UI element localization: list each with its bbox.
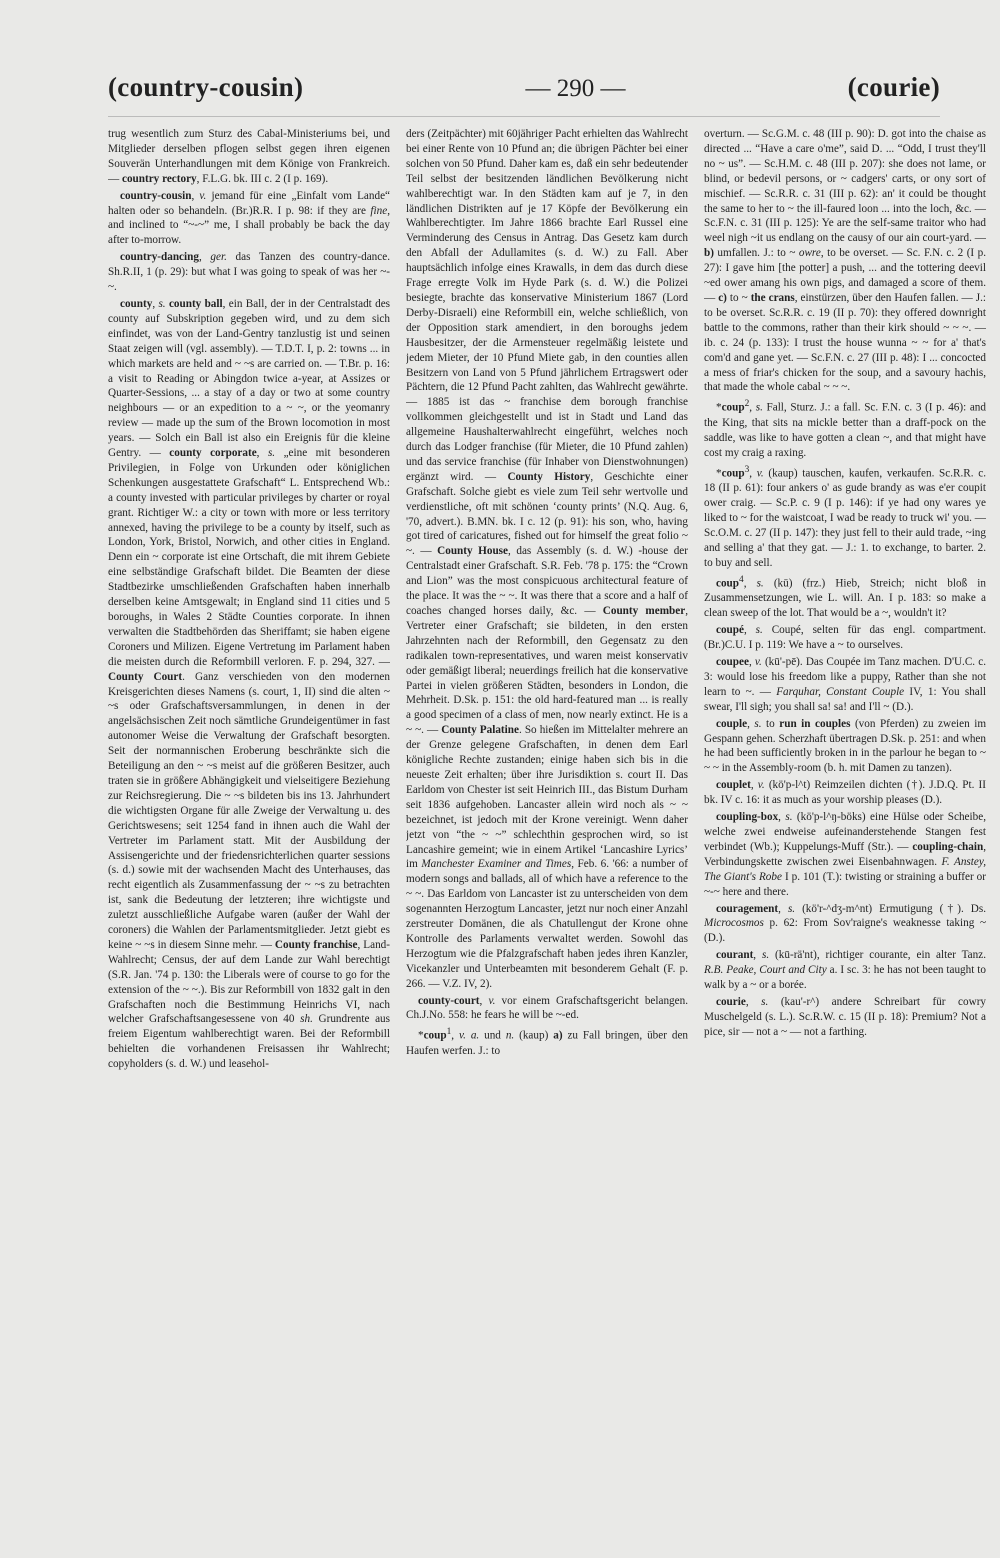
dictionary-entry: coupé, s. Coupé, selten für das engl. compartment. (Br.)C.U. I p. 119: We have a ~ to ourselves. — [704, 624, 986, 652]
dictionary-entry: coupling-box, s. (kö'p-l^ŋ-böks) eine Hülse oder Scheibe, welche zwei endweise aufeinanderstehende Stangen fest verbindet (Wb.); Kuppelungs-Muff (Str.). — coupling-chain, Verbindungskette zwischen zwei Eisenbahnwagen. F. Anstey, The Giant's Robe I p. 101 (T.): twisting or straining a buffer or ~-~ here and there. — [704, 811, 986, 898]
header-left-guide-word: (country-cousin) — [108, 72, 304, 102]
dictionary-entry: coupee, v. (kū'-pē). Das Coupée im Tanz machen. D'U.C. c. 3: would lose his freedom like a puppy, Rather than she not learn to ~. — Farquhar, Constant Couple IV, 1: You shall swear, I'll sigh; you shall sa! sa! and I'll ~ (D.). — [704, 656, 986, 713]
dictionary-entry: county-court, v. vor einem Grafschaftsgericht belangen. Ch.J.No. 558: he fears he will be ~-ed. — [406, 994, 688, 1022]
dictionary-entry: *coup$^3$, v. (kaup) tauschen, kaufen, verkaufen. Sc.R.R. c. 18 (II p. 61): four ankers o' as gude brandy as was e'er coupit ower craig. — Sc.P. c. 9 (I p. 146): if ye had ony wares ye liked to ~ for the waistcoat, I wad be ready to truck wi' you. — Sc.O.M. c. 27 (II p. 147): they just fell to their auld trade, ~ing and selling a' that they gat. — J.: 1. to exchange, to barter. 2. to buy and sell. — [704, 464, 986, 569]
dictionary-entry: coup$^4$, s. (kū) (frz.) Hieb, Streich; nicht bloß in Zusammensetzungen, wie L. will. An. I p. 183: so make a clean sweep of the lot. That would be a ~, wouldn't it? — [704, 574, 986, 620]
page-header — [108, 72, 940, 117]
dictionary-entry: overturn. — Sc.G.M. c. 48 (III p. 90): D. got into the chaise as directed ... “Have a care o'me”, said D. ... “Odd, I trust they'll no ~ us”. — Sc.H.M. c. 48 (III p. 207): she does not lame, or blind, or bedevil persons, or ~ cadgers' carts, or ony sort of mischief. — Sc.R.R. c. 31 (III p. 62): an' it could be thought the same to her to ~ the ill-faured loon ... into the loch, &c. — Sc.F.N. c. 31 (III p. 125): Ye are the self-same traitor who had weel nigh ~it us endlang on the causy of our ain court-yard. — b) umfallen. J.: to ~ owre, to be overset. — Sc. F.N. c. 2 (I p. 27): I gave him [the potter] a push, ... and the tottering deevil ~ed ower amang his own pigs, and damaged a score of them. — c) to ~ the crans, einstürzen, über den Haufen fallen. — J.: to be overset. Sc.R.R. c. 19 (II p. 70): they offered downright battle to the commons, rather than their kirk should ~ ~ ~. — ib. c. 24 (p. 133): I trust the house wunna ~ ~ for a' that's com'd and gane yet. — Sc.F.N. c. 27 (III p. 48): I ... concocted a mess of friar's chicken for the soup, and a savoury hachis, that made the whole cabal ~ ~ ~. — [704, 128, 986, 394]
column-3 — [704, 127, 986, 1547]
dictionary-entry: ders (Zeitpächter) mit 60jähriger Pacht erhielten das Wahlrecht bei einer Rente von 10 Pfund an; die übrigen Pächter bei einer solchen von 50 Pfund. Daher kam es, daß ein sehr bedeutender Teil selbst der besitzenden ländlichen Bevölkerung nicht wahlberechtigt war. In den Städten kam auf je 7, in den ländlichen Distrikten auf je 17 Köpfe der Bevölkerung ein Wahlberechtigter. Im Jahre 1866 brachte Earl Russel eine Verminderung des Census in Antrag. Das Gesetz kam durch den Abfall der Adullamites (s. d. W.) zu Fall. Aber hauptsächlich infolge eines Krawalls, in dem das durch diese Frage erregte Volk im Hyde Park (s. d. W.) die Polizei besiegte, brachte das konservative Ministerium 1867 (Lord Derby-Disraeli) eine Reformbill ein, welche schließlich, von der Opposition stark amendiert, in den boroughs jedem Hausbesitzer, der die Armensteuer regelmäßig leistete und jedem Mieter, der 10 Pfund Miete gab, in den counties allen Besitzern von Land von 5 Pfund jährlichem Ertragswert oder Pächtern, die 12 Pfund Pacht zahlten, das Wahlrecht gewährte. — 1885 ist das ~ franchise dem borough franchise vollkommen gleichgestellt und ist in Stadt und Land das allgemeine Haushalterwahlrecht eingeführt, welches noch durch das Lodger franchise (für Mieter, die 10 Pfund zahlen) und das service franchise (für Inhaber von Dienstwohnungen) ergänzt wird. — County History, Geschichte einer Grafschaft. Solche giebt es viele zum Teil sehr wertvolle und verdienstliche, oft mit schönen ‘county prints’ (N.Q. Aug. 6, '70, advert.). B.MN. bk. I c. 12 (p. 91): his son, who, having got tired of caricatures, fished out for himself the great folio ~ ~. — County House, das Assembly (s. d. W.) -house der Centralstadt einer Grafschaft. S.R. Feb. '78 p. 175: the “Crown and Lion” was the most conspicuous architectural feature of the place. It was the ~ ~. It was there that a score and a half of coaches changed horses daily, &c. — County member, Vertreter einer Grafschaft; sie bildeten, in den ersten Jahrzehnten nach der Reformbill, den Gegensatz zu den radikalen town-representatives, und waren meist konservativ oder gemäßigt liberal; neuerdings freilich hat die konservative Partei in vielen größeren Städten, besonders in London, die Mehrheit. D.Sk. p. 151: the old hard-featured man ... is really a good specimen of a class of men, now nearly extinct. He is a ~ ~. — County Palatine. So hießen im Mittelalter mehrere an der Grenze gelegene Grafschaften, in denen dem Earl königliche Rechte zustanden; einige haben sich bis in die neueste Zeit erhalten; über ihre Jurisdiktion s. court II. Das Earldom von Chester ist seit Heinrich III., das Bistum Durham seit 1836 aufgehoben. Lancaster allein wird noch als ~ ~ bezeichnet, ist jedoch mit der Krone vereinigt. Wenn daher jetzt von “the ~ ~” schlechthin gesprochen wird, so ist Lancashire gemeint; wie in einem Artikel ‘Lancashire Lyrics’ im Manchester Examiner and Times, Feb. 6. '66: a number of modern songs and ballads, all of which have a reference to the ~ ~. Das Earldom von Lancaster ist zu unterscheiden von dem sogenannten Herzogtum Lancaster, jetzt nur noch einer Anzahl zerstreuter Domänen, die als Chatullengut der Krone ohne Kontrolle des Parlaments verwaltet werden. Sowohl das Herzogtum wie die Pfalzgrafschaft haben jedes ihren Kanzler, Vicekanzler und Unterbeamten mit besonderem Gehalt (F. p. 266. — V.Z. IV, 2). — [406, 128, 688, 990]
dictionary-entry: courant, s. (kū-rä'nt), richtiger courante, ein alter Tanz. R.B. Peake, Court and City a. I sc. 3: he has not been taught to walk by a ~ or a borée. — [704, 949, 986, 992]
dictionary-entry: couplet, v. (kö'p-l^t) Reimzeilen dichten (†). J.D.Q. Pt. II bk. IV c. 16: it as much as your worship pleases (D.). — [704, 779, 986, 807]
dictionary-entry: county, s. county ball, ein Ball, der in der Centralstadt des county auf Subskription gegeben wird, und zu dem sich einfindet, was von der Land-Gentry tanzlustig ist und seinen Staat zeigen will (vgl. assembly). — T.D.T. I, p. 2: towns ... in which markets are held and ~ ~s are carried on. — T.Br. p. 16: a visit to Reading or Abingdon twice a-year, at Assizes or Quarter-Sessions, ... a stay of a day or two at some country neighbours — or an expedition to a ~ ~, or the yeomanry review — made up the sum of the Brown locomotion in most years. — Solch ein Ball ist also ein Ereignis für die kleine Gentry. — county corporate, s. „eine mit besonderen Privilegien, in Folge von Urkunden oder königlichen Schenkungen ausgestattete Grafschaft“ L. Entsprechend Wb.: a county invested with particular privileges by charter or royal grant. Richtiger W.: a city or town with more or less territory annexed, having the privilege to be a county by itself, such as London, York, Bristol, Norwich, and other cities in England. Denn ein ~ corporate ist eine Ortschaft, die mit ihrem Gebiete eine selbständige Grafschaft bildet. Die Beamten der diese Stadtbezirke umschließenden Grafschaften haben innerhalb derselben keine Amtsgewalt; in England sind 11 cities und 5 boroughs, in Wales 2 Städte Counties corporate. In ihnen verwalten die Stadtbehörden das Sheriffamt; sie haben eigene Coroners und Milizen. Eigene Vertretung im Parlament haben die meisten durch die Reformbill verloren. F. p. 294, 327. — County Court. Ganz verschieden von den modernen Kreisgerichten dieses Namens (s. court, 1, II) sind die alten ~ ~s oder Grafschaftsversammlungen, in denen in der angelsächsischen Zeit noch sämtliche Grundeigentümer in fast autonomer Weise die Verwaltung der Grafschaft besorgten. Seit der normannischen Eroberung beschränkte sich die Beteiligung an den ~ ~s meist auf die größeren Besitzer, auch traten sie in größere Abhängigkeit und vielseitigere Beziehung zur Reichsregierung. Die ~ ~s bildeten bis ins 13. Jahrhundert die wichtigsten Organe für alle Zweige der Verwaltung u. des Gerichtswesens; seit 1254 fand in ihnen auch die Wahl der Vertreter im Parlament statt. Mit der Ausbildung der Assisengerichte und der friedensrichterlichen quarter sessions (s. d.) sowie mit der wachsenden Macht des Unterhauses, das recht eigentlich als Zusammenfassung der ~ ~s zu betrachten ist, sank die Bedeutung der letzteren; ihre wichtigste und zuletzt ausschließliche Aufgabe waren (außer der Wahl der coroners) die Wahlen der Parlamentsmitglieder. Jetzt giebt es keine ~ ~s in diesem Sinne mehr. — County franchise, Land-Wahlrecht; Census, der auf dem Lande zur Wahl berechtigt (S.R. Jan. '74 p. 130: the Liberals were of course to go for the extension of the ~ ~.). Bis zur Reformbill von 1832 galt in den Grafschaften noch die Bestimmung Heinrichs VI, nach welcher Grafschaftsangesessene von 40 sh. Grundrente aus freiem Eigentum wahlberechtigt waren. Bei der Reformbill behielten die vorhandenen Freisassen ihr Wahlrecht; copyholders (s. d. W.) und leasehol- — [108, 297, 390, 1071]
page-number: — 290 — — [525, 75, 626, 102]
dictionary-entry: trug wesentlich zum Sturz des Cabal-Ministeriums bei, und Mitglieder derselben pflogen selbst gegen ihren eigenen Souverän Unterhandlungen mit dem Könige von Frankreich. — country rectory, F.L.G. bk. III c. 2 (I p. 169). — [108, 128, 390, 185]
dictionary-entry: *coup$^1$, v. a. und n. (kaup) a) zu Fall bringen, über den Haufen werfen. J.: to — [406, 1027, 688, 1058]
dictionary-entry: couragement, s. (kö'r-^dʒ-m^nt) Ermutigung (†). Ds. Microcosmos p. 62: From Sov'raigne's weaknesse taking ~ (D.). — [704, 902, 986, 945]
dictionary-entry: *coup$^2$, s. Fall, Sturz. J.: a fall. Sc. F.N. c. 3 (I p. 46): and the King, that sits na mickle better than a draff-pock on the saddle, was like to have gotten a clean ~, and that might have cost my craig a raxing. — [704, 399, 986, 459]
dictionary-entry: couple, s. to run in couples (von Pferden) zu zweien im Gespann gehen. Scherzhaft übertragen D.Sk. p. 251: and when he had been sufficiently broken in in the parlour he began to ~ ~ ~ in the Assembly-room (b. h. mit Damen zu tanzen). — [704, 717, 986, 775]
header-right-guide-word: (courie) — [847, 72, 940, 102]
dictionary-entry: courie, s. (kau'-r^) andere Schreibart für cowry Muschelgeld (s. L.). Sc.R.W. c. 15 (II p. 18): Premium? Not a pice, sir — not a ~ — not a farthing. — [704, 995, 986, 1038]
column-2 — [406, 127, 688, 1547]
column-1 — [108, 127, 390, 1547]
dictionary-entry: country-cousin, v. jemand für eine „Einfalt vom Lande“ halten oder so behandeln. (Br.)R.R. I p. 98: if they are fine, and inclined to “~-~” me, I shall probably be back the day after to-morrow. — [108, 189, 390, 247]
text-columns — [108, 127, 986, 1547]
dictionary-entry: country-dancing, ger. das Tanzen des country-dance. Sh.R.II, 1 (p. 29): but what I was going to speak of was her ~-~. — [108, 251, 390, 294]
